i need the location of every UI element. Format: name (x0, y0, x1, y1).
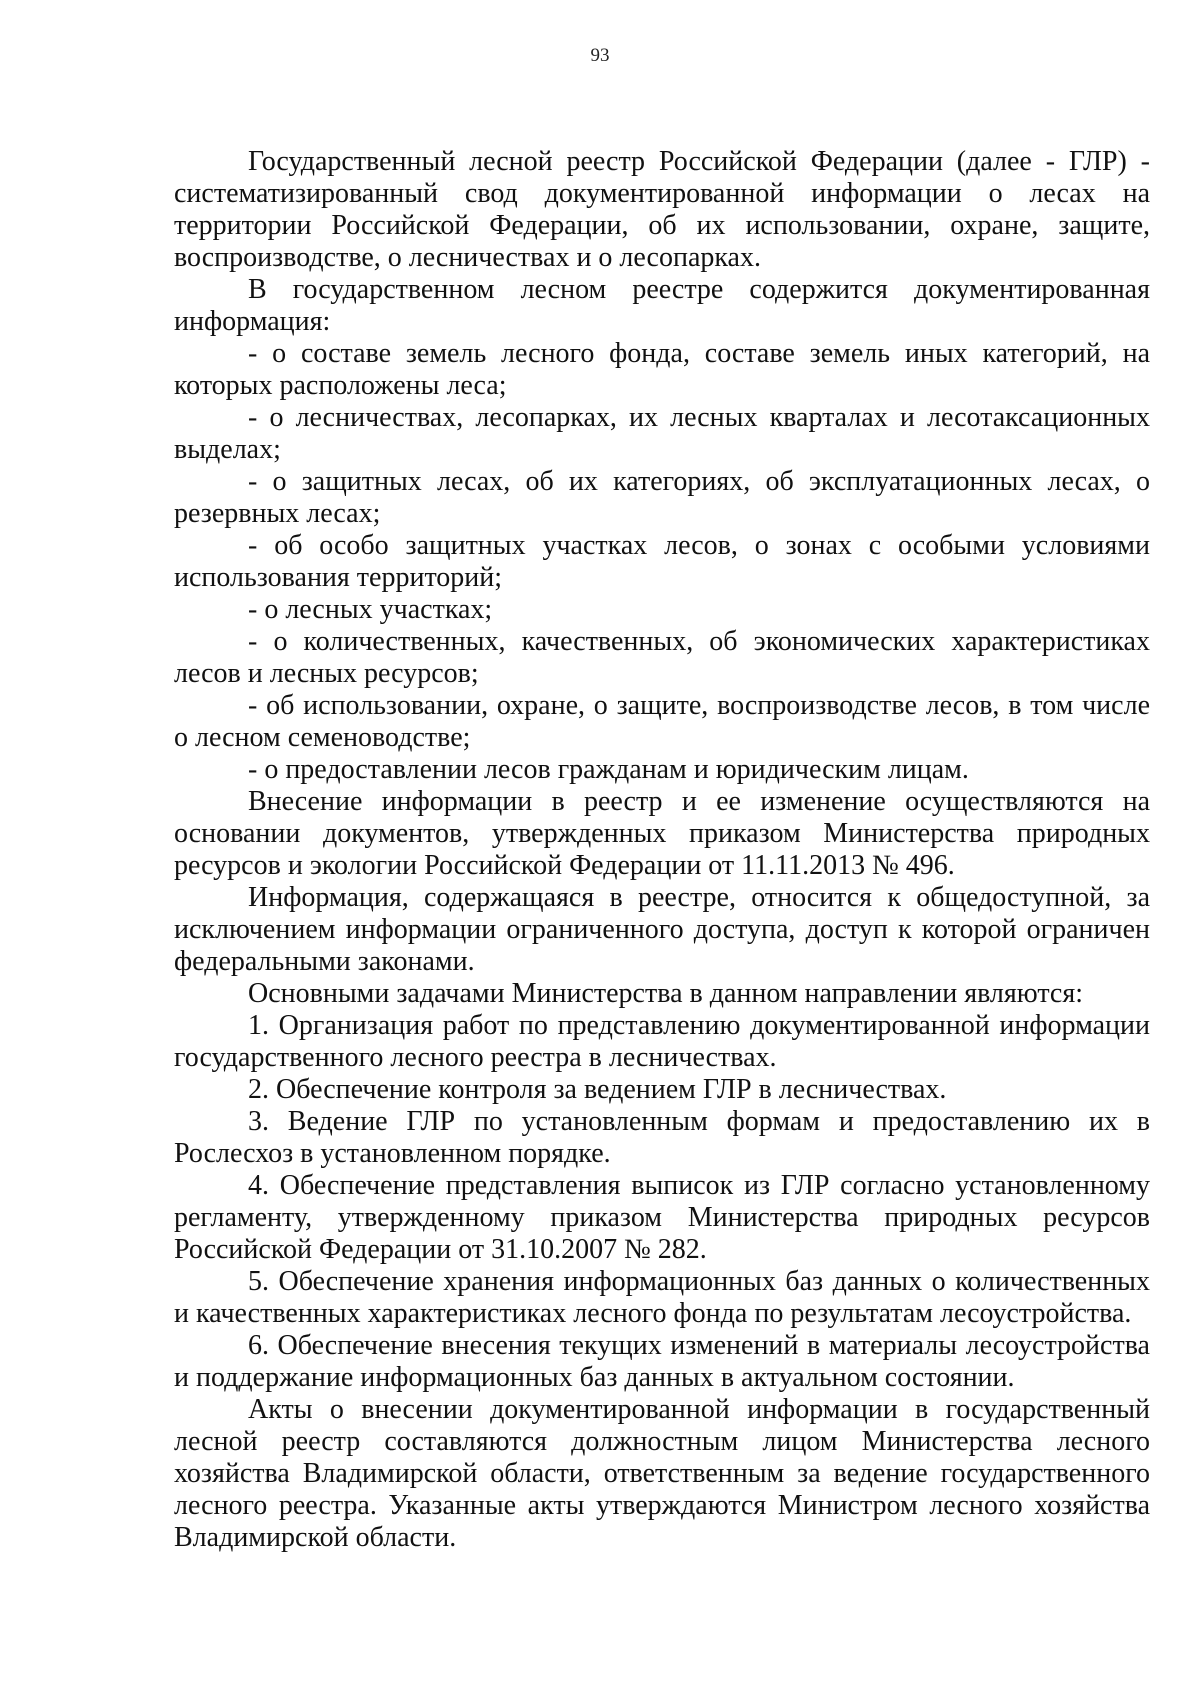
list-item-forest-provision: - о предоставлении лесов гражданам и юридическим лицам. (248, 754, 969, 785)
paragraph-registry-entry-basis: Внесение информации в реестр и ее изменение осуществляются на основании документов, утвержденных приказом Министерства природных ресурсов и экологии Российской Федерации от 11.11.2013 № 496. (174, 786, 1150, 881)
page-number: 93 (590, 45, 610, 66)
list-item-land-composition: - о составе земель лесного фонда, составе земель иных категорий, на которых расположены леса; (174, 338, 1150, 401)
list-item-forest-plots: - о лесных участках; (248, 594, 493, 625)
paragraph-registry-contents-intro: В государственном лесном реестре содержится документированная информация: (174, 274, 1150, 337)
list-item-forestries: - о лесничествах, лесопарках, их лесных кварталах и лесотаксационных выделах; (174, 402, 1150, 465)
list-item-forest-characteristics: - о количественных, качественных, об экономических характеристиках лесов и лесных ресурсов; (174, 626, 1150, 689)
list-item-protective-forests: - о защитных лесах, об их категориях, об эксплуатационных лесах, о резервных лесах; (174, 466, 1150, 529)
document-body (174, 146, 1150, 1554)
task-item-5: 5. Обеспечение хранения информационных баз данных о количественных и качественных характеристиках лесного фонда по результатам лесоустройства. (174, 1266, 1150, 1329)
paragraph-information-access: Информация, содержащаяся в реестре, относится к общедоступной, за исключением информации ограниченного доступа, доступ к которой ограничен федеральными законами. (174, 882, 1150, 977)
task-item-4: 4. Обеспечение представления выписок из ГЛР согласно установленному регламенту, утвержденному приказом Министерства природных ресурсов Российской Федерации от 31.10.2007 № 282. (174, 1170, 1150, 1265)
task-item-2: 2. Обеспечение контроля за ведением ГЛР в лесничествах. (248, 1074, 947, 1105)
task-item-1: 1. Организация работ по представлению документированной информации государственного лесного реестра в лесничествах. (174, 1010, 1150, 1073)
task-item-6: 6. Обеспечение внесения текущих изменений в материалы лесоустройства и поддержание информационных баз данных в актуальном состоянии. (174, 1330, 1150, 1393)
list-item-forest-use: - об использовании, охране, о защите, воспроизводстве лесов, в том числе о лесном семеноводстве; (174, 690, 1150, 753)
paragraph-main-tasks-intro: Основными задачами Министерства в данном направлении являются: (248, 978, 1083, 1009)
paragraph-glr-definition: Государственный лесной реестр Российской Федерации (далее - ГЛР) - систематизированный свод документированной информации о лесах на территории Российской Федерации, об их использовании, охране, защите, воспроизводстве, о лесничествах и о лесопарках. (174, 146, 1150, 273)
paragraph-registry-acts: Акты о внесении документированной информации в государственный лесной реестр составляются должностным лицом Министерства лесного хозяйства Владимирской области, ответственным за ведение государственного лесного реестра. Указанные акты утверждаются Министром лесного хозяйства Владимирской области. (174, 1394, 1150, 1553)
list-item-special-protective-areas: - об особо защитных участках лесов, о зонах с особыми условиями использования территорий; (174, 530, 1150, 593)
task-item-3: 3. Ведение ГЛР по установленным формам и предоставлению их в Рослесхоз в установленном порядке. (174, 1106, 1150, 1169)
